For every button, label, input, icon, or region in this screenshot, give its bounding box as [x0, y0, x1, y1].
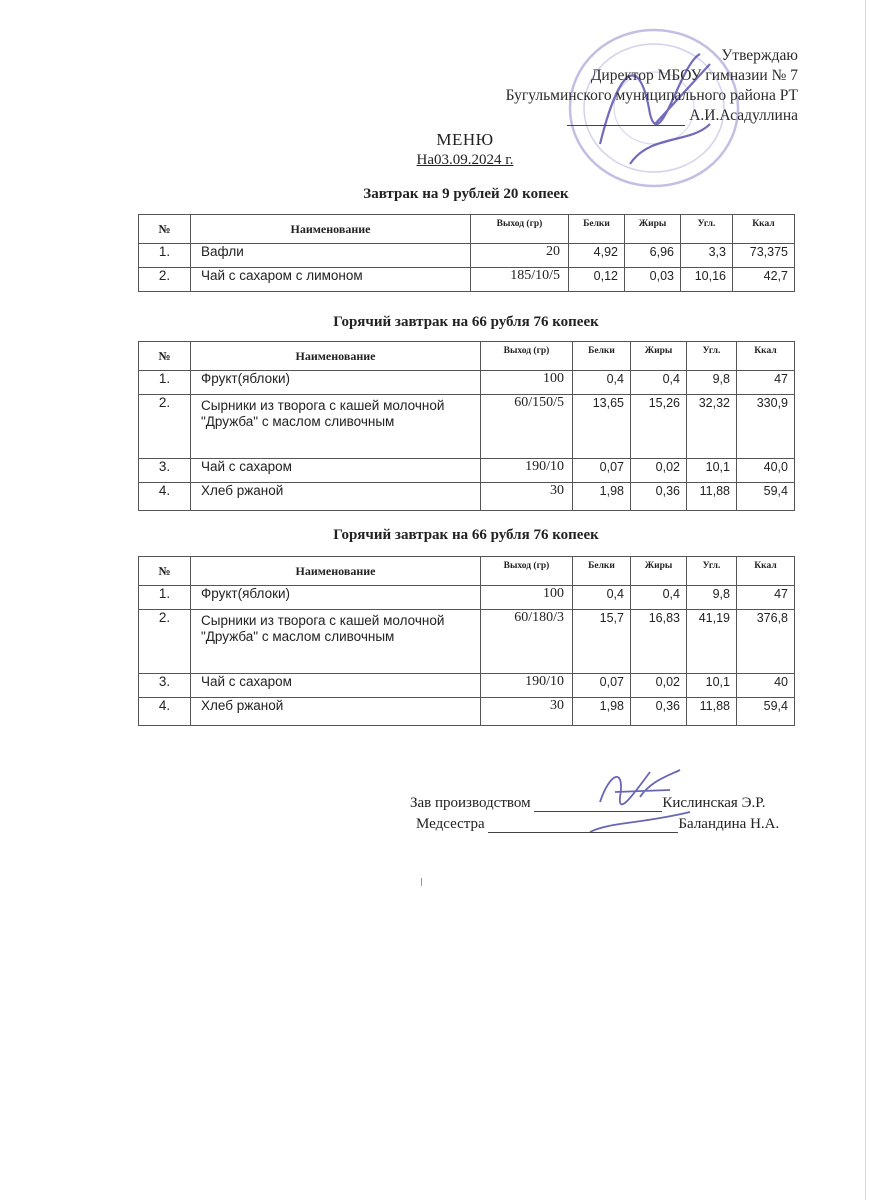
col-header-name: Наименование [191, 215, 471, 244]
menu-table-1 [138, 214, 795, 292]
table-row [139, 395, 795, 459]
nurse-name: Баландина Н.А. [678, 816, 780, 832]
dish-kcal: 330,9 [737, 395, 795, 459]
dish-output: 60/180/3 [481, 610, 573, 674]
dish-name: Сырники из творога с кашей молочной "Дружба" с маслом сливочным [191, 395, 481, 459]
row-num: 4. [139, 698, 191, 726]
dish-protein: 4,92 [569, 244, 625, 268]
dish-protein: 0,12 [569, 268, 625, 292]
signature-production [410, 795, 765, 812]
dish-carb: 11,88 [687, 698, 737, 726]
col-header-name: Наименование [191, 342, 481, 371]
dish-fat: 6,96 [625, 244, 681, 268]
row-num: 1. [139, 371, 191, 395]
dish-carb: 10,1 [687, 459, 737, 483]
dish-protein: 0,4 [573, 586, 631, 610]
col-header-protein: Белки [573, 342, 631, 371]
dish-kcal: 42,7 [733, 268, 795, 292]
col-header-kcal: Ккал [733, 215, 795, 244]
dish-protein: 0,07 [573, 674, 631, 698]
signature-line [488, 818, 678, 833]
approval-line-2: Директор МБОУ гимназии № 7 [590, 67, 798, 84]
col-header-carb: Угл. [687, 557, 737, 586]
dish-name: Сырники из творога с кашей молочной "Дружба" с маслом сливочным [191, 610, 481, 674]
dish-output: 185/10/5 [471, 268, 569, 292]
dish-output: 60/150/5 [481, 395, 573, 459]
table-header-row [139, 342, 795, 371]
dish-name: Вафли [191, 244, 471, 268]
row-num: 3. [139, 674, 191, 698]
signature-line [567, 111, 685, 126]
signature-line [534, 797, 662, 812]
dish-output: 100 [481, 371, 573, 395]
dish-name: Чай с сахаром с лимоном [191, 268, 471, 292]
dish-kcal: 73,375 [733, 244, 795, 268]
menu-date [0, 152, 872, 169]
dish-fat: 15,26 [631, 395, 687, 459]
dish-name: Хлеб ржаной [191, 483, 481, 511]
table-row [139, 459, 795, 483]
section-title-1: Завтрак на 9 рублей 20 копеек [363, 186, 569, 202]
col-header-output: Выход (гр) [481, 342, 573, 371]
row-num: 3. [139, 459, 191, 483]
row-num: 1. [139, 244, 191, 268]
menu-date-text: На03.09.2024 г. [416, 152, 514, 168]
dish-fat: 0,4 [631, 586, 687, 610]
row-num: 2. [139, 395, 191, 459]
production-name: Кислинская Э.Р. [662, 795, 766, 811]
col-header-name: Наименование [191, 557, 481, 586]
dish-protein: 0,07 [573, 459, 631, 483]
table-row [139, 698, 795, 726]
approval-line-4 [506, 106, 798, 126]
table-header-row [139, 557, 795, 586]
approval-line-3: Бугульминского муниципального района РТ [505, 87, 798, 104]
section-title-3: Горячий завтрак на 66 рубля 76 копеек [333, 527, 599, 543]
menu-table-2 [138, 341, 795, 511]
row-num: 1. [139, 586, 191, 610]
dish-carb: 32,32 [687, 395, 737, 459]
dish-name: Чай с сахаром [191, 459, 481, 483]
dish-protein: 1,98 [573, 483, 631, 511]
table-row [139, 244, 795, 268]
dish-output: 30 [481, 698, 573, 726]
dish-kcal: 47 [737, 586, 795, 610]
table-row [139, 610, 795, 674]
col-header-fat: Жиры [625, 215, 681, 244]
col-header-carb: Угл. [687, 342, 737, 371]
dish-output: 30 [481, 483, 573, 511]
table-row [139, 371, 795, 395]
dish-output: 20 [471, 244, 569, 268]
dish-fat: 0,36 [631, 483, 687, 511]
dish-name: Фрукт(яблоки) [191, 371, 481, 395]
row-num: 2. [139, 268, 191, 292]
dish-kcal: 376,8 [737, 610, 795, 674]
dish-kcal: 40,0 [737, 459, 795, 483]
dish-name: Чай с сахаром [191, 674, 481, 698]
table-row [139, 483, 795, 511]
nurse-label: Медсестра [416, 816, 485, 832]
dish-fat: 0,03 [625, 268, 681, 292]
dish-carb: 9,8 [687, 586, 737, 610]
dish-kcal: 40 [737, 674, 795, 698]
dish-kcal: 47 [737, 371, 795, 395]
approval-line-1: Утверждаю [721, 47, 798, 64]
dish-protein: 15,7 [573, 610, 631, 674]
dish-name: Хлеб ржаной [191, 698, 481, 726]
dish-output: 190/10 [481, 459, 573, 483]
table-header-row [139, 215, 795, 244]
col-header-kcal: Ккал [737, 342, 795, 371]
dish-fat: 0,4 [631, 371, 687, 395]
dish-kcal: 59,4 [737, 483, 795, 511]
col-header-output: Выход (гр) [471, 215, 569, 244]
dish-output: 190/10 [481, 674, 573, 698]
menu-table-3 [138, 556, 795, 726]
dish-fat: 16,83 [631, 610, 687, 674]
scan-mark [421, 878, 422, 886]
approval-block [506, 46, 798, 126]
signature-nurse [416, 816, 779, 833]
col-header-num: № [139, 342, 191, 371]
row-num: 2. [139, 610, 191, 674]
col-header-num: № [139, 557, 191, 586]
dish-fat: 0,36 [631, 698, 687, 726]
col-header-carb: Угл. [681, 215, 733, 244]
col-header-fat: Жиры [631, 342, 687, 371]
col-header-output: Выход (гр) [481, 557, 573, 586]
page-title: МЕНЮ [436, 130, 494, 149]
dish-carb: 41,19 [687, 610, 737, 674]
col-header-num: № [139, 215, 191, 244]
col-header-fat: Жиры [631, 557, 687, 586]
dish-name: Фрукт(яблоки) [191, 586, 481, 610]
dish-carb: 10,1 [687, 674, 737, 698]
dish-kcal: 59,4 [737, 698, 795, 726]
production-label: Зав производством [410, 795, 531, 811]
col-header-protein: Белки [569, 215, 625, 244]
dish-carb: 10,16 [681, 268, 733, 292]
col-header-protein: Белки [573, 557, 631, 586]
scan-edge [865, 0, 866, 1200]
director-name: А.И.Асадуллина [689, 107, 798, 124]
dish-carb: 11,88 [687, 483, 737, 511]
dish-protein: 13,65 [573, 395, 631, 459]
dish-fat: 0,02 [631, 674, 687, 698]
dish-carb: 9,8 [687, 371, 737, 395]
dish-fat: 0,02 [631, 459, 687, 483]
dish-protein: 1,98 [573, 698, 631, 726]
dish-protein: 0,4 [573, 371, 631, 395]
row-num: 4. [139, 483, 191, 511]
dish-output: 100 [481, 586, 573, 610]
table-row [139, 586, 795, 610]
dish-carb: 3,3 [681, 244, 733, 268]
col-header-kcal: Ккал [737, 557, 795, 586]
table-row [139, 268, 795, 292]
table-row [139, 674, 795, 698]
section-title-2: Горячий завтрак на 66 рубля 76 копеек [333, 314, 599, 330]
